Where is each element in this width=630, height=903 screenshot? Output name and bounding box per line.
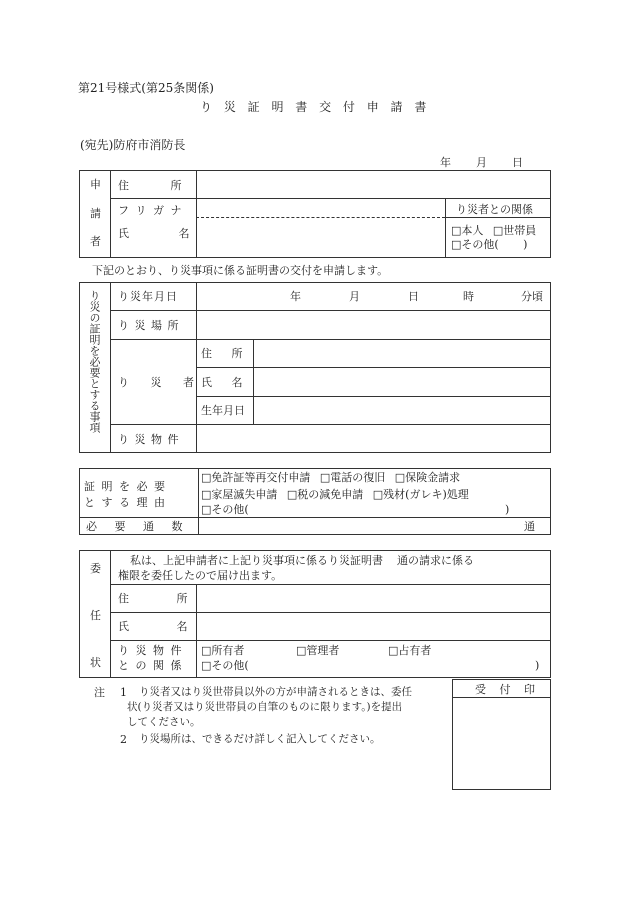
form-title: り 災 証 明 書 交 付 申 請 書: [200, 100, 431, 114]
date-unit-minute: 分頃: [521, 290, 543, 303]
option-owner[interactable]: □所有者: [201, 644, 245, 657]
option-manager[interactable]: □管理者: [296, 644, 340, 657]
reason-line-1[interactable]: □免許証等再交付申請 □電話の復旧 □保険金請求: [201, 471, 461, 484]
relation-label: り災者との関係: [456, 203, 533, 216]
date-unit-month: 月: [349, 290, 360, 303]
delegation-name-label: 氏 名: [118, 620, 188, 633]
delegation-name-field[interactable]: [197, 613, 550, 639]
addressee: (宛先)防府市消防長: [80, 138, 186, 152]
address-field[interactable]: [197, 171, 550, 197]
note-1-line-2: 状(り災者又はり災世帯員の自筆のものに限ります。)を提出: [127, 701, 403, 713]
reception-stamp-label: 受 付 印: [475, 683, 535, 696]
victim-address-field[interactable]: [254, 340, 550, 366]
disaster-date-field[interactable]: [197, 283, 550, 309]
applicant-name-label: 氏 名: [118, 227, 190, 240]
relation-option-other[interactable]: □その他( ): [451, 238, 528, 251]
date-unit-hour: 時: [463, 290, 474, 303]
delegation-text-1: 私は、上記申請者に上記り災事項に係るり災証明書 通の請求に係る: [130, 554, 474, 567]
victim-address-label: 住 所: [201, 347, 243, 360]
date-day: 日: [512, 156, 523, 169]
applicant-furigana-label: フ リ ガ ナ: [118, 204, 182, 217]
reason-line-2[interactable]: □家屋滅失申請 □税の減免申請 □残材(ガレキ)処理: [201, 488, 469, 501]
note-2-line-1: り災場所は、できるだけ詳しく記入してください。: [139, 733, 381, 745]
applicant-side-2: 請: [90, 207, 101, 220]
reason-label-2: と す る 理 由: [84, 496, 165, 509]
form-number: 第21号様式(第25条関係): [78, 81, 214, 95]
reason-other-close: ): [505, 503, 510, 516]
victim-birth-label: 生年月日: [201, 404, 245, 417]
delegation-relation-label-2: と の 関 係: [118, 659, 182, 672]
delegation-text-2: 権限を委任したので届け出ます。: [118, 569, 283, 582]
disaster-place-field[interactable]: [197, 311, 550, 338]
disaster-date-label: り災年月日: [118, 290, 178, 303]
applicant-side-1: 申: [90, 178, 101, 191]
victim-birth-field[interactable]: [254, 397, 550, 423]
option-occupant[interactable]: □占有者: [388, 644, 432, 657]
victim-name-field[interactable]: [254, 368, 550, 395]
copies-unit: 通: [524, 520, 535, 533]
delegation-relation-label-1: り 災 物 件: [118, 644, 182, 657]
delegation-side-3: 状: [90, 656, 101, 669]
copies-field[interactable]: [199, 518, 519, 534]
victim-name-label: 氏 名: [201, 376, 243, 389]
date-unit-year: 年: [290, 290, 301, 303]
disaster-place-label: り 災 場 所: [118, 319, 180, 332]
matters-side-label: り災の証明を必要とする事項: [88, 290, 101, 433]
property-label: り 災 物 件: [118, 433, 180, 446]
notes-label: 注: [94, 686, 105, 699]
applicant-side-3: 者: [90, 235, 101, 248]
furigana-field[interactable]: [197, 199, 444, 216]
option-other-open[interactable]: □その他(: [201, 659, 249, 672]
note-1-line-1: り災者又はり災世帯員以外の方が申請されるときは、委任: [139, 686, 412, 698]
victim-label: り 災 者: [118, 376, 194, 389]
date-year: 年: [440, 156, 451, 169]
date-month: 月: [476, 156, 487, 169]
note-1-line-3: してください。: [127, 716, 201, 728]
name-field[interactable]: [197, 218, 444, 257]
delegation-side-1: 委: [90, 562, 101, 575]
copies-label: 必 要 通 数: [86, 520, 183, 533]
relation-option-self[interactable]: □本人 □世帯員: [451, 224, 537, 237]
request-text: 下記のとおり、り災事項に係る証明書の交付を申請します。: [92, 264, 389, 277]
reason-label-1: 証 明 を 必 要: [84, 480, 165, 493]
date-unit-day: 日: [408, 290, 419, 303]
note-2-number: 2: [120, 733, 127, 746]
delegation-side-2: 任: [90, 609, 101, 622]
property-field[interactable]: [197, 425, 550, 452]
note-1-number: 1: [120, 686, 127, 699]
option-other-close: ): [535, 659, 540, 672]
delegation-address-field[interactable]: [197, 585, 550, 611]
applicant-address-label: 住 所: [118, 179, 182, 192]
reason-other-open[interactable]: □その他(: [201, 503, 249, 516]
delegation-address-label: 住 所: [118, 592, 188, 605]
